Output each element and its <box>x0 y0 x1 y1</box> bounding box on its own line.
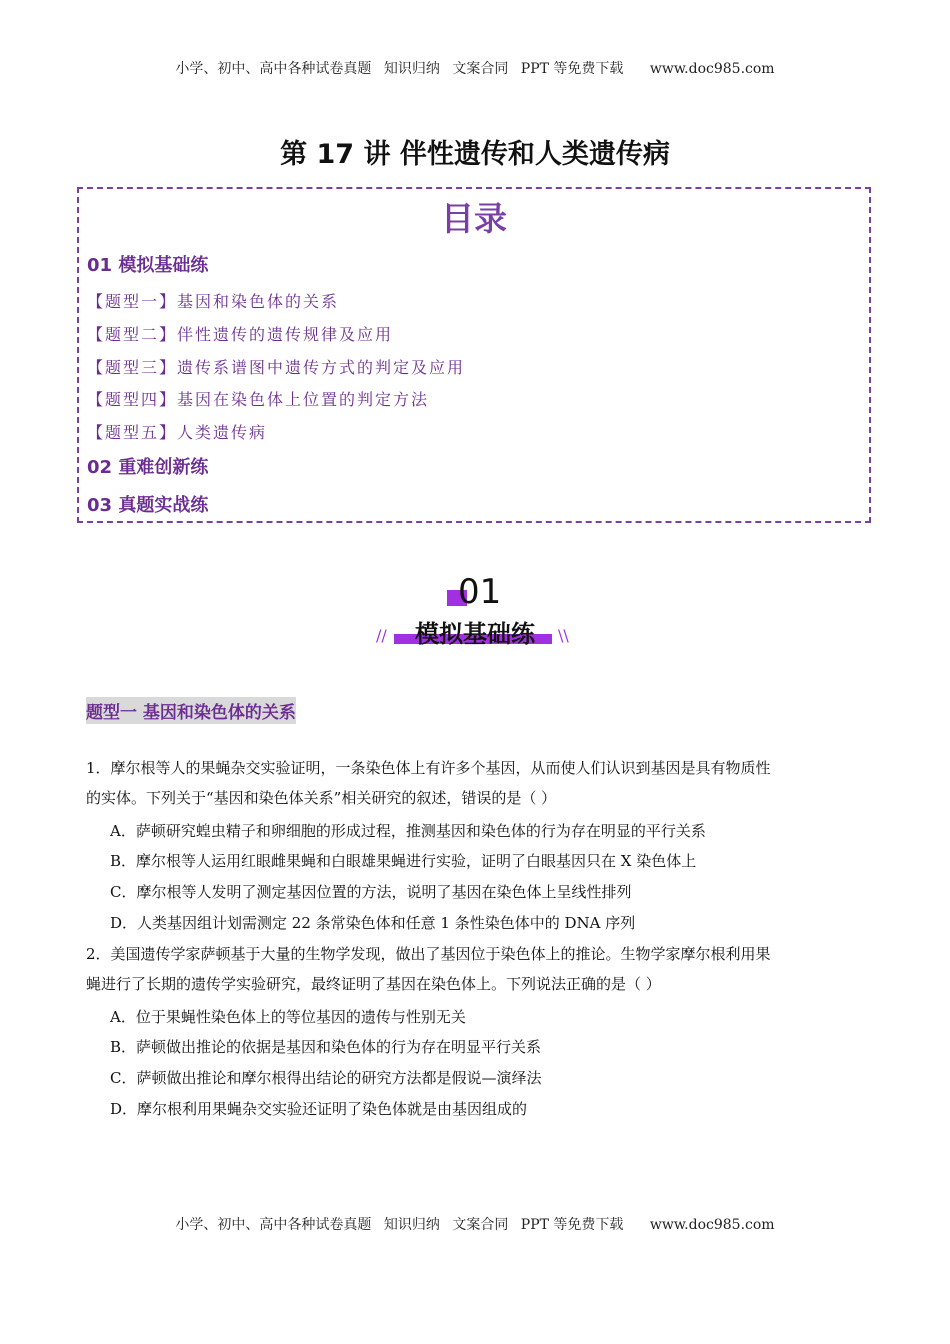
question-type-heading: 题型一 基因和染色体的关系 <box>86 697 296 724</box>
page-header <box>0 58 950 78</box>
question-2-stem: 蝇进行了长期的遗传学实验研究，最终证明了基因在染色体上。下列说法正确的是（ ） <box>86 975 661 993</box>
toc-item[interactable]: 【题型三】遗传系谱图中遗传方式的判定及应用 <box>87 358 466 377</box>
question-1-option-c: C．摩尔根等人发明了测定基因位置的方法，说明了基因在染色体上呈线性排列 <box>110 883 632 901</box>
question-1-stem: 的实体。下列关于“基因和染色体关系”相关研究的叙述，错误的是（ ） <box>86 789 557 807</box>
page-title: 第 17 讲 伴性遗传和人类遗传病 <box>280 139 670 170</box>
footer-text: 文案合同 <box>452 1217 509 1233</box>
toc-title: 目录 <box>441 199 507 238</box>
footer-text: PPT 等免费下载 <box>520 1217 624 1233</box>
header-url[interactable]: www.doc985.com <box>649 61 775 77</box>
header-text: 小学、初中、高中各种试卷真题 <box>175 61 372 77</box>
question-2-stem: 2．美国遗传学家萨顿基于大量的生物学发现，做出了基因位于染色体上的推论。生物学家摩尔根利用果 <box>86 945 771 963</box>
question-2-option-b: B．萨顿做出推论的依据是基因和染色体的行为存在明显平行关系 <box>110 1038 542 1056</box>
header-text: PPT 等免费下载 <box>520 61 624 77</box>
badge-number: 01 <box>458 572 502 612</box>
question-2-option-a: A．位于果蝇性染色体上的等位基因的遗传与性别无关 <box>110 1008 466 1026</box>
header-text: 知识归纳 <box>383 61 440 77</box>
footer-text: 小学、初中、高中各种试卷真题 <box>175 1217 372 1233</box>
toc-section-01[interactable]: 01 模拟基础练 <box>87 255 209 276</box>
question-2-option-c: C．萨顿做出推论和摩尔根得出结论的研究方法都是假说—演绎法 <box>110 1069 542 1087</box>
slash-decoration: // <box>376 626 387 645</box>
badge-label: 模拟基础练 <box>415 620 535 648</box>
toc-section-02[interactable]: 02 重难创新练 <box>87 457 209 478</box>
question-1-option-d: D．人类基因组计划需测定 22 条常染色体和任意 1 条性染色体中的 DNA 序列 <box>110 914 636 932</box>
toc-item[interactable]: 【题型一】基因和染色体的关系 <box>87 292 340 311</box>
question-1-option-b: B．摩尔根等人运用红眼雌果蝇和白眼雄果蝇进行实验，证明了白眼基因只在 X 染色体上 <box>110 852 697 870</box>
footer-text: 知识归纳 <box>383 1217 440 1233</box>
footer-url[interactable]: www.doc985.com <box>649 1217 775 1233</box>
slash-decoration: \\ <box>558 626 569 645</box>
toc-item[interactable]: 【题型二】伴性遗传的遗传规律及应用 <box>87 325 394 344</box>
question-1-option-a: A．萨顿研究蝗虫精子和卵细胞的形成过程，推测基因和染色体的行为存在明显的平行关系 <box>110 822 706 840</box>
section-badge <box>0 570 950 650</box>
toc-item[interactable]: 【题型四】基因在染色体上位置的判定方法 <box>87 390 430 409</box>
question-2-option-d: D．摩尔根利用果蝇杂交实验还证明了染色体就是由基因组成的 <box>110 1100 528 1118</box>
header-text: 文案合同 <box>452 61 509 77</box>
question-1-stem: 1．摩尔根等人的果蝇杂交实验证明，一条染色体上有许多个基因，从而使人们认识到基因是具有物质性 <box>86 759 771 777</box>
toc-section-03[interactable]: 03 真题实战练 <box>87 495 209 516</box>
table-of-contents <box>77 187 871 523</box>
page-footer <box>0 1214 950 1234</box>
toc-item[interactable]: 【题型五】人类遗传病 <box>87 423 268 442</box>
